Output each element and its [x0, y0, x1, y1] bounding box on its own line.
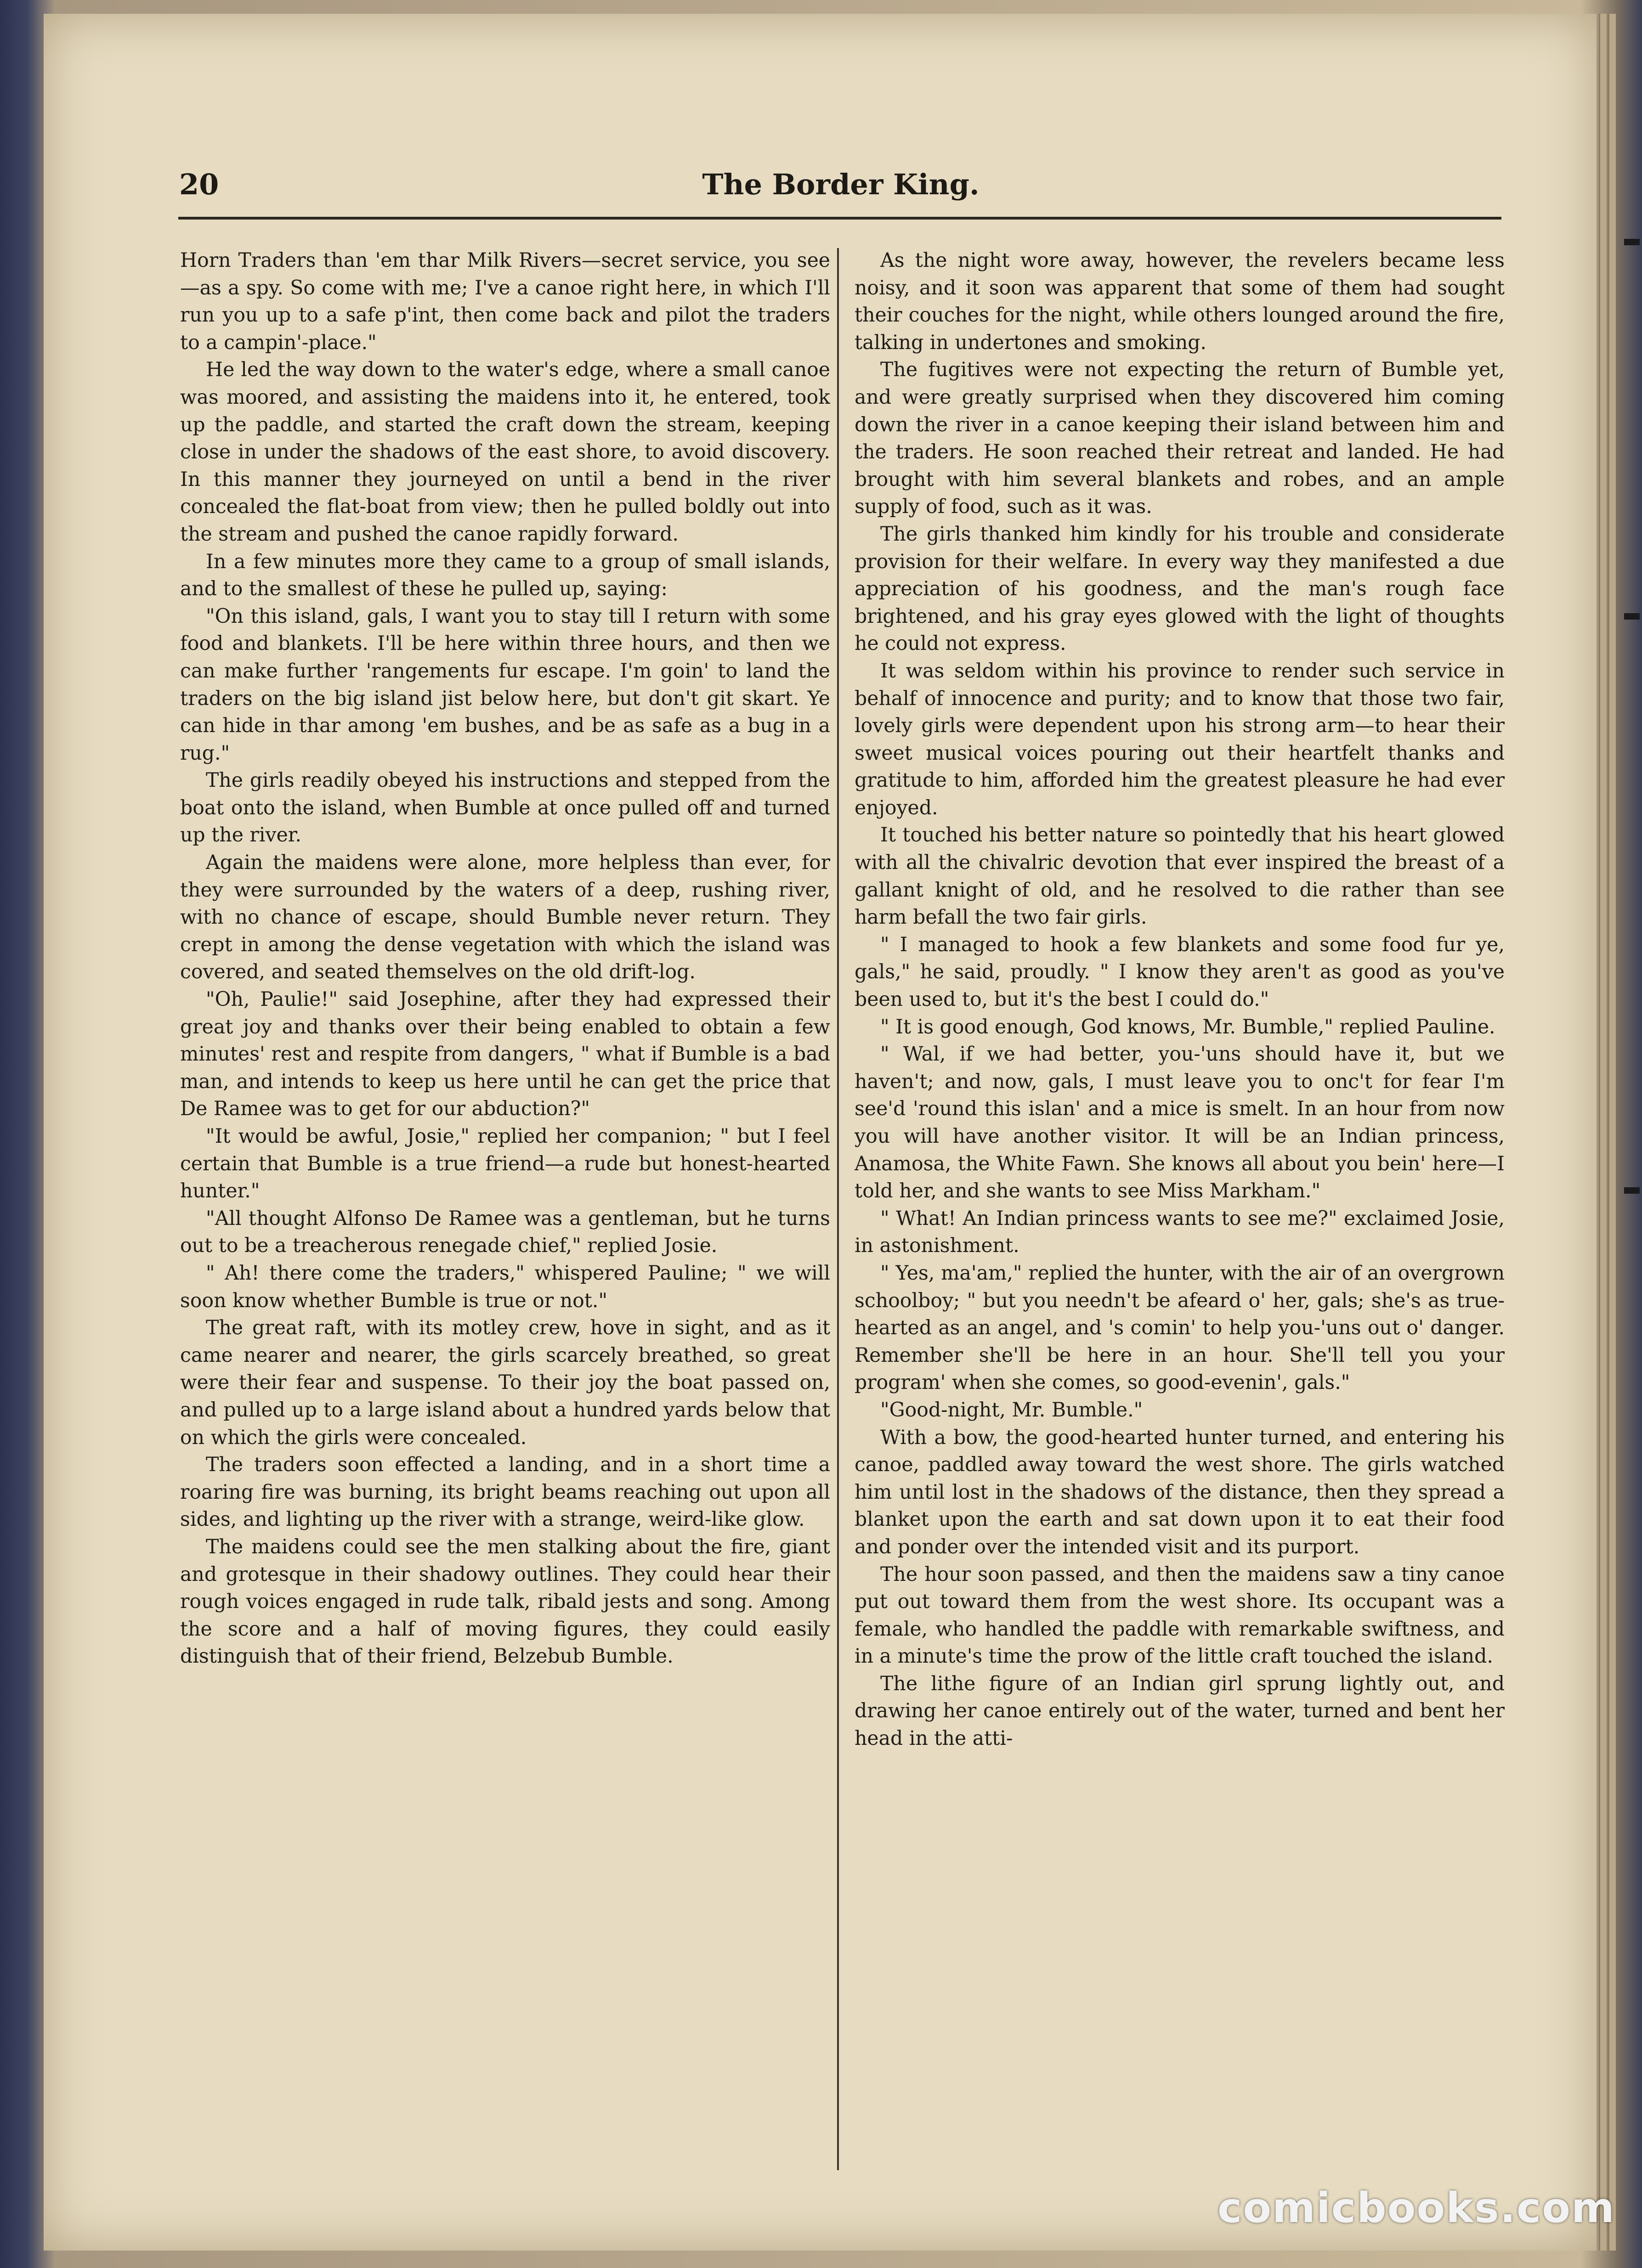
column-divider — [837, 248, 839, 2170]
page-number: 20 — [179, 168, 219, 201]
paragraph: As the night wore away, however, the revelers became less noisy, and it soon was apparent that some of them had sought their couches for the night, while others lounged around the fire, talking in undertones and smoking. — [855, 249, 1505, 354]
paragraph: It touched his better nature so pointedly that his heart glowed with all the chivalric devotion that ever inspired the breast of a gallant knight of old, and he resolved to die rather than see harm befall the two fair girls. — [855, 824, 1505, 929]
paragraph: "All thought Alfonso De Ramee was a gentleman, but he turns out to be a treacherous renegade chief," replied Josie. — [180, 1207, 830, 1258]
edge-mark — [1624, 1187, 1640, 1194]
paragraph: " It is good enough, God knows, Mr. Bumble," replied Pauline. — [880, 1015, 1495, 1038]
edge-mark — [1624, 239, 1640, 245]
watermark: comicbooks.com — [1217, 2184, 1615, 2232]
left-column — [180, 247, 830, 2190]
paragraph: " What! An Indian princess wants to see me?" exclaimed Josie, in astonishment. — [855, 1207, 1505, 1258]
paragraph: "It would be awful, Josie," replied her companion; " but I feel certain that Bumble is a true friend—a rude but honest-hearted hunter." — [180, 1125, 830, 1203]
running-title: The Border King. — [702, 168, 980, 201]
paragraph: "Oh, Paulie!" said Josephine, after they had expressed their great joy and thanks over their being enabled to obtain a few minutes' rest and respite from dangers, " what if Bumble is a bad man, and intends to keep us here until he can get the price that De Ramee was to get for our abduction?" — [180, 988, 830, 1121]
paragraph: " Wal, if we had better, you-'uns should have it, but we haven't; and now, gals, I must leave you to onc't for fear I'm see'd 'round this islan' and a mice is smelt. In an hour from now you will have another visitor. It will be an Indian princess, Anamosa, the White Fawn. She knows all about you bein' here—I told her, and she wants to see Miss Markham." — [855, 1043, 1505, 1203]
paragraph: The hour soon passed, and then the maidens saw a tiny canoe put out toward them from the west shore. Its occupant was a female, who handled the paddle with remarkable swiftness, and in a minute's time the prow of the little craft touched the island. — [855, 1563, 1505, 1668]
paragraph: With a bow, the good-hearted hunter turned, and entering his canoe, paddled away toward the west shore. The girls watched him until lost in the shadows of the distance, then they spread a blanket upon the earth and sat down upon it to eat their food and ponder over the intended visit and its purport. — [855, 1426, 1505, 1558]
paragraph: " I managed to hook a few blankets and some food fur ye, gals," he said, proudly. " I know they aren't as good as you've been used to, but it's the best I could do." — [855, 933, 1505, 1011]
page-header — [179, 168, 1502, 209]
paragraph: The lithe figure of an Indian girl sprung lightly out, and drawing her canoe entirely out of the water, turned and bent her head in the atti- — [855, 1672, 1505, 1750]
paragraph: In a few minutes more they came to a group of small islands, and to the smallest of these he pulled up, saying: — [180, 550, 830, 601]
paragraph: He led the way down to the water's edge, where a small canoe was moored, and assisting the maidens into it, he entered, took up the paddle, and started the craft down the stream, keeping close in under the shadows of the east shore, to avoid discovery. In this manner they journeyed on until a bend in the river concealed the flat-boat from view; then he pulled boldly out into the stream and pushed the canoe rapidly forward. — [180, 358, 830, 546]
header-rule — [178, 217, 1501, 220]
paragraph: " Ah! there come the traders," whispered Pauline; " we will soon know whether Bumble is true or not." — [180, 1261, 830, 1312]
paragraph: Horn Traders than 'em thar Milk Rivers—secret service, you see—as a spy. So come with me; I've a canoe right here, in which I'll run you up to a safe p'int, then come back and pilot the traders to a campin'-place." — [180, 249, 830, 354]
page-edge — [1608, 14, 1616, 2251]
paragraph: "On this island, gals, I want you to stay till I return with some food and blankets. I'll be here within three hours, and then we can make further 'rangements fur escape. I'm goin' to land the traders on the big island jist below here, but don't git skart. Ye can hide in thar among 'em bushes, and be as safe as a bug in a rug." — [180, 604, 830, 765]
paragraph: It was seldom within his province to render such service in behalf of innocence and purity; and to know that those two fair, lovely girls were dependent upon his strong arm—to hear their sweet musical voices pouring out their heartfelt thanks and gratitude to him, afforded him the greatest pleasure he had ever enjoyed. — [855, 659, 1505, 819]
paragraph: The girls readily obeyed his instructions and stepped from the boat onto the island, when Bumble at once pulled off and turned up the river. — [180, 769, 830, 847]
paragraph: " Yes, ma'am," replied the hunter, with the air of an overgrown schoolboy; " but you needn't be afeard o' her, gals; she's as true-hearted as an angel, and 's comin' to help you-'uns out o' danger. Remember she'll be here in an hour. She'll tell you your program' when she comes, so good-evenin', gals." — [855, 1261, 1505, 1394]
paragraph: The maidens could see the men stalking about the fire, giant and grotesque in their shadowy outlines. They could hear their rough voices engaged in rude talk, ribald jests and song. Among the score and a half of moving figures, they could easily distinguish that of their friend, Belzebub Bumble. — [180, 1535, 830, 1668]
paragraph: The traders soon effected a landing, and in a short time a roaring fire was burning, its bright beams reaching out upon all sides, and lighting up the river with a strange, weird-like glow. — [180, 1453, 830, 1531]
paragraph: The great raft, with its motley crew, hove in sight, and as it came nearer and nearer, the girls scarcely breathed, so great were their fear and suspense. To their joy the boat passed on, and pulled up to a large island about a hundred yards below that on which the girls were concealed. — [180, 1316, 830, 1449]
paragraph: Again the maidens were alone, more helpless than ever, for they were surrounded by the waters of a deep, rushing river, with no chance of escape, should Bumble never return. They crept in among the dense vegetation with which the island was covered, and seated themselves on the old drift-log. — [180, 851, 830, 984]
edge-mark — [1624, 613, 1640, 620]
paragraph: The fugitives were not expecting the return of Bumble yet, and were greatly surprised when they discovered him coming down the river in a canoe keeping their island between him and the traders. He soon reached their retreat and landed. He had brought with him several blankets and robes, and an ample supply of food, such as it was. — [855, 358, 1505, 519]
paragraph: "Good-night, Mr. Bumble." — [880, 1398, 1143, 1422]
paragraph: The girls thanked him kindly for his trouble and considerate provision for their welfare. In every way they manifested a due appreciation of his goodness, and the man's rough face brightened, and his gray eyes glowed with the light of thoughts he could not express. — [855, 522, 1505, 655]
right-column — [855, 247, 1505, 2190]
page-edge — [1599, 14, 1607, 2251]
